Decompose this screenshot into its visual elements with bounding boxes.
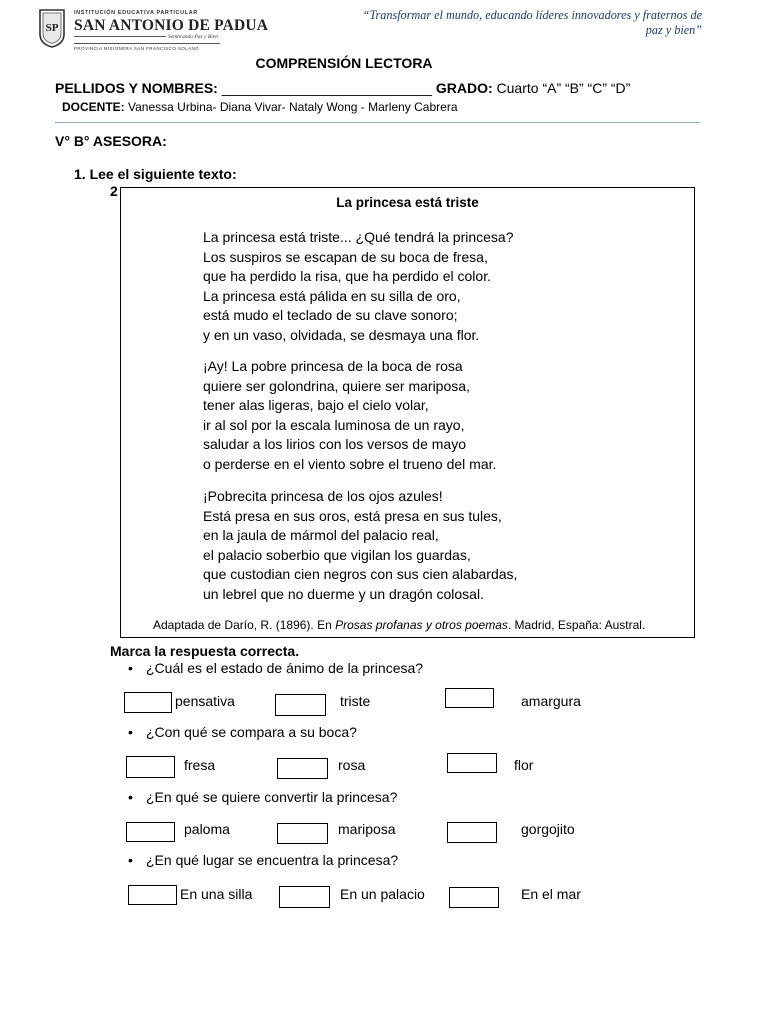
instruction-read: 1. Lee el siguiente texto: [74, 166, 237, 182]
poem-line: Está presa en sus oros, está presa en sus tules, [203, 507, 502, 524]
poem-line: tener alas ligeras, bajo el cielo volar, [203, 397, 429, 413]
poem-line: saludar a los lirios con los versos de mayo [203, 436, 467, 452]
answer-checkbox[interactable] [277, 823, 328, 844]
teacher-row [62, 100, 458, 114]
bullet-icon: • [128, 660, 133, 676]
citation-book: Prosas profanas y otros poemas [335, 618, 508, 632]
answer-checkbox[interactable] [126, 822, 175, 842]
option-label: triste [340, 693, 371, 709]
names-label: PELLIDOS Y NOMBRES: [55, 80, 218, 96]
citation-text: . Madrid, España: Austral. [507, 618, 646, 632]
exercise-instruction: Marca la respuesta correcta. [110, 643, 300, 659]
poem-line: ir al sol por la escala luminosa de un rayo, [203, 416, 465, 433]
student-row [55, 80, 630, 96]
poem-box [120, 187, 695, 638]
question [128, 852, 398, 868]
teacher-label: DOCENTE: [62, 100, 125, 114]
poem-line: ¡Ay! La pobre princesa de la boca de rosa [203, 358, 463, 374]
answer-checkbox[interactable] [126, 756, 175, 778]
poem-citation [153, 618, 645, 632]
bullet-icon: • [128, 789, 133, 805]
poem-line: un lebrel que no duerme y un dragón colosal. [203, 585, 484, 602]
school-seal-icon [38, 8, 66, 48]
logo-rule [74, 36, 166, 37]
poem-line: que ha perdido la risa, que ha perdido el color. [203, 268, 491, 284]
school-logo [38, 6, 269, 54]
answer-checkbox[interactable] [449, 887, 499, 908]
page-title: COMPRENSIÓN LECTORA [255, 55, 433, 71]
answer-checkbox[interactable] [124, 692, 172, 713]
answer-checkbox[interactable] [447, 753, 497, 773]
poem-title: La princesa está triste [336, 195, 479, 210]
poem-line: La princesa está triste... ¿Qué tendrá la princesa? [203, 229, 514, 245]
option-label: flor [514, 757, 534, 773]
poem-line: o perderse en el viento sobre el trueno del mar. [203, 455, 497, 472]
option-label: gorgojito [521, 821, 575, 837]
option-label: En un palacio [340, 886, 425, 902]
school-slogan: Sembrando Paz y Bien [168, 34, 218, 40]
answer-checkbox[interactable] [279, 886, 330, 908]
option-label: En el mar [521, 886, 581, 902]
advisor-label: V° B° ASESORA: [55, 133, 167, 149]
logo-rule [74, 43, 220, 44]
poem-line: que custodian cien negros con sus cien alabardas, [203, 566, 518, 582]
school-motto [330, 8, 702, 38]
motto-line: “Transformar el mundo, educando líderes innovadores y fraternos de [362, 8, 702, 22]
option-label: pensativa [175, 693, 235, 709]
poem-stanza [203, 228, 514, 345]
option-label: rosa [338, 757, 366, 773]
answer-checkbox[interactable] [277, 758, 328, 779]
poem-line: Los suspiros se escapan de su boca de fresa, [203, 248, 488, 265]
teacher-names: Vanessa Urbina- Diana Vivar- Nataly Wong - Marleny Cabrera [128, 100, 458, 114]
poem-line: La princesa está pálida en su silla de oro, [203, 287, 461, 304]
option-label: amargura [521, 693, 581, 709]
option-label: mariposa [338, 821, 396, 837]
option-label: fresa [184, 757, 216, 773]
header-divider [55, 122, 700, 123]
poem-line: y en un vaso, olvidada, se desmaya una flor. [203, 326, 480, 343]
question-text: ¿Con qué se compara a su boca? [146, 724, 357, 740]
question [128, 724, 357, 740]
answer-checkbox[interactable] [445, 688, 494, 708]
school-name: SAN ANTONIO DE PADUA [74, 17, 269, 34]
institution-line: INSTITUCIÓN EDUCATIVA PARTICULAR [74, 10, 198, 16]
question-text: ¿En qué lugar se encuentra la princesa? [146, 852, 399, 868]
bullet-icon: • [128, 852, 133, 868]
grade-value: Cuarto “A” “B” “C” “D” [496, 80, 631, 96]
hidden-number-fragment: 2 [110, 183, 118, 199]
names-blank[interactable]: ___________________________ [221, 80, 432, 96]
poem-line: ¡Pobrecita princesa de los ojos azules! [203, 488, 443, 504]
answer-checkbox[interactable] [275, 694, 326, 716]
poem-line: en la jaula de mármol del palacio real, [203, 527, 439, 543]
poem-line: está mudo el teclado de su clave sonoro; [203, 307, 458, 323]
option-label: paloma [184, 821, 230, 837]
poem-stanza [203, 487, 517, 604]
poem-line: el palacio soberbio que vigilan los guardas, [203, 546, 471, 563]
bullet-icon: • [128, 724, 133, 740]
grade-label: GRADO: [435, 80, 493, 96]
question-text: ¿Cuál es el estado de ánimo de la princesa? [146, 660, 424, 676]
poem-line: quiere ser golondrina, quiere ser mariposa, [203, 377, 470, 394]
question-text: ¿En qué se quiere convertir la princesa? [146, 789, 398, 805]
question [128, 660, 423, 676]
option-label: En una silla [180, 886, 253, 902]
answer-checkbox[interactable] [128, 885, 177, 905]
seal-initials: SP [45, 22, 59, 34]
question [128, 789, 397, 805]
motto-line: paz y bien” [645, 23, 702, 37]
province-line: PROVINCIA MISIONERA SAN FRANCISCO SOLANO [74, 46, 200, 51]
citation-text: Adaptada de Darío, R. (1896). En [153, 618, 336, 632]
poem-stanza [203, 357, 496, 474]
answer-checkbox[interactable] [447, 822, 497, 843]
